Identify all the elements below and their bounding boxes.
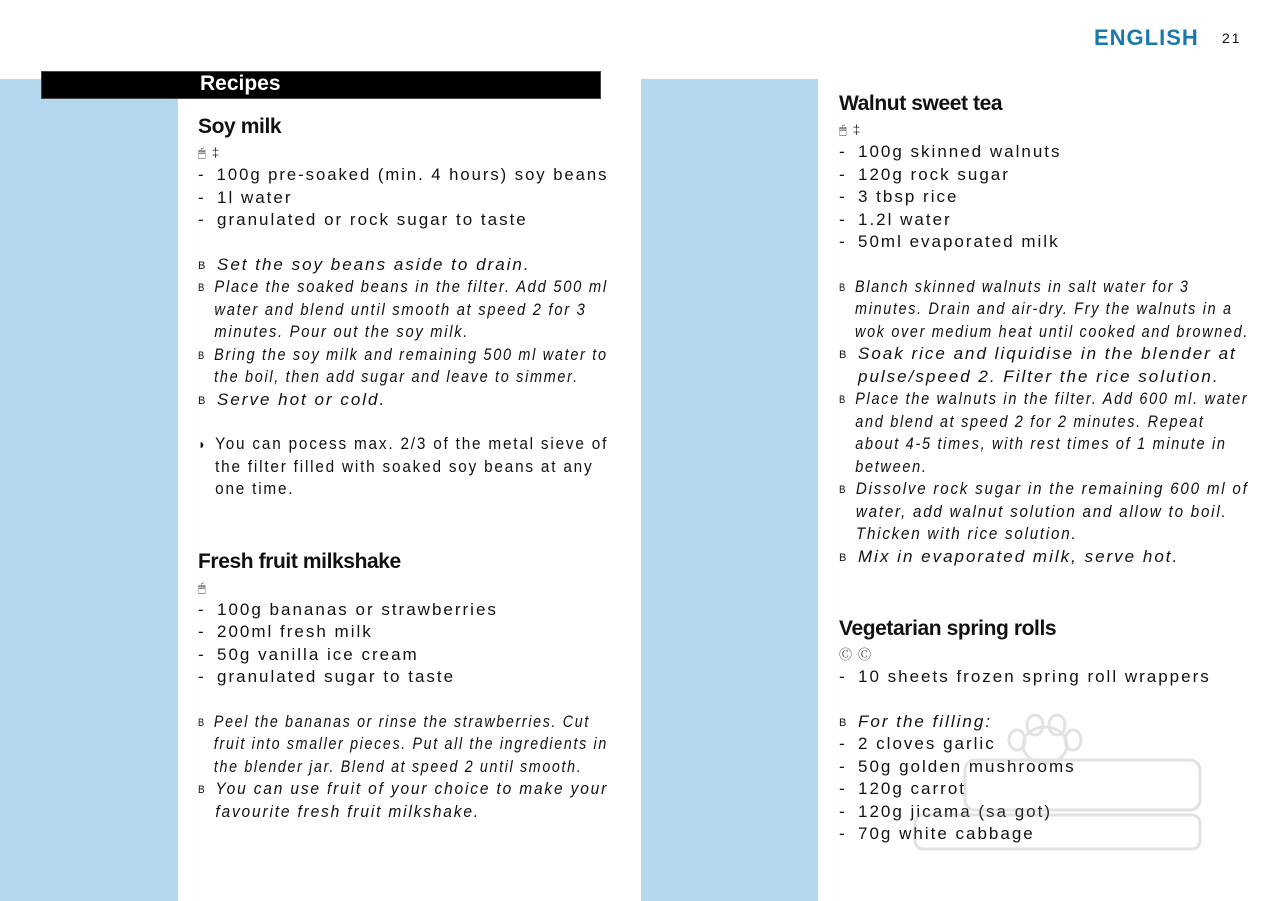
filter-icon: ‡ [852, 122, 867, 137]
ingredient-item: - 100g skinned walnuts [839, 141, 1249, 164]
tip-note: ◗ You can pocess max. 2/3 of the metal sieve of the filter filled with soaked soy beans at any one time. [198, 434, 609, 498]
step-bullet-icon: B [198, 784, 205, 796]
language-label: ENGLISH [1094, 25, 1199, 50]
ingredient-list [839, 666, 1249, 689]
ingredient-item: - 1.2l water [839, 209, 1249, 232]
step-bullet-icon: B [839, 716, 847, 729]
tip-arrow-icon: ◗ [198, 436, 206, 452]
step-bullet-icon: B [198, 349, 205, 362]
filling-label: B For the filling: [839, 711, 1249, 734]
blender-icon: 🖱 [198, 145, 212, 160]
step-bullet-icon: B [198, 716, 205, 729]
ingredient-list [839, 141, 1249, 254]
step-bullet-icon: B [839, 349, 847, 361]
blender-icon: 🖱 [198, 579, 212, 595]
ingredient-item: - 120g carrot [839, 778, 1249, 801]
step-item: B Place the soaked beans in the filter. Add 500 ml water and blend until smooth at speed 2 for 3 minutes. Pour out the soy milk. [198, 277, 608, 341]
step-bullet-icon: B [198, 259, 206, 272]
appliance-icons [198, 142, 608, 164]
ingredient-list [198, 164, 608, 232]
step-list [839, 276, 1249, 569]
step-bullet-icon: B [198, 394, 206, 407]
recipe-fresh-fruit-milkshake [198, 547, 608, 824]
step-bullet-icon: B [839, 484, 846, 496]
step-bullet-icon: B [198, 282, 205, 294]
left-blue-band [0, 79, 178, 901]
step-item: B Soak rice and liquidise in the blender at pulse/speed 2. Filter the rice solution. [839, 344, 1237, 386]
section-bar [41, 71, 601, 99]
step-bullet-icon: B [839, 394, 846, 406]
step-item: B Peel the bananas or rinse the strawberries. Cut fruit into smaller pieces. Put all the ingredients in the blender jar. Blend at speed 2 until smooth. [198, 711, 608, 776]
ingredient-item: - 2 cloves garlic [839, 733, 1249, 756]
ingredient-item: - 50ml evaporated milk [839, 231, 1249, 254]
chopper-icon: Ⓒ [839, 647, 859, 662]
blender-icon: 🖱 [839, 122, 853, 137]
appliance-icons [198, 577, 608, 599]
step-bullet-icon: B [839, 551, 847, 564]
ingredient-item: - granulated sugar to taste [198, 666, 608, 689]
ingredient-item: - 1l water [198, 187, 608, 210]
ingredient-item: - 120g jicama (sa got) [839, 801, 1249, 824]
step-list [198, 254, 608, 412]
step-item: B Bring the soy milk and remaining 500 ml water to the boil, then add sugar and leave to simmer. [198, 344, 608, 386]
right-column [839, 89, 1249, 846]
step-item: B Place the walnuts in the filter. Add 600 ml. water and blend at speed 2 for 2 minutes. Repeat about 4-5 times, with rest times of 1 minute in between. [839, 389, 1249, 476]
step-item: B Serve hot or cold. [198, 389, 608, 412]
right-blue-band [641, 79, 818, 901]
recipe-vegetarian-spring-rolls [839, 614, 1249, 846]
section-title: Recipes [200, 72, 281, 95]
recipe-walnut-sweet-tea [839, 89, 1249, 568]
ingredient-list [198, 599, 608, 689]
ingredient-item: - 120g rock sugar [839, 164, 1249, 187]
filling-list [839, 733, 1249, 846]
step-item: B Dissolve rock sugar in the remaining 600 ml of water, add walnut solution and allow to boil. Thicken with rice solution. [839, 479, 1249, 543]
ingredient-item: - 100g bananas or strawberries [198, 599, 608, 622]
ingredient-item: - 10 sheets frozen spring roll wrappers [839, 666, 1249, 689]
step-item: B You can use fruit of your choice to make your favourite fresh fruit milkshake. [198, 779, 609, 821]
ingredient-item: - 70g white cabbage [839, 823, 1249, 846]
recipe-title: Vegetarian spring rolls [839, 617, 1057, 640]
page-number: 21 [1222, 30, 1242, 46]
recipe-title: Soy milk [198, 115, 282, 138]
ingredient-item: - 3 tbsp rice [839, 186, 1249, 209]
step-bullet-icon: B [839, 281, 846, 294]
appliance-icons [839, 119, 1249, 141]
recipe-title: Fresh fruit milkshake [198, 549, 401, 573]
step-list [198, 711, 608, 824]
ingredient-item: - granulated or rock sugar to taste [198, 209, 608, 232]
step-item: B Set the soy beans aside to drain. [198, 254, 608, 277]
step-item: B Mix in evaporated milk, serve hot. [839, 546, 1249, 569]
ingredient-item: - 100g pre-soaked (min. 4 hours) soy beans [198, 164, 600, 187]
ingredient-item: - 50g golden mushrooms [839, 756, 1249, 779]
left-column [198, 112, 608, 823]
step-item: B Blanch skinned walnuts in salt water for 3 minutes. Drain and air-dry. Fry the walnuts in a wok over medium heat until cooked and browned. [839, 276, 1250, 341]
ingredient-item: - 50g vanilla ice cream [198, 644, 608, 667]
recipe-title: Walnut sweet tea [839, 92, 1003, 115]
ingredient-item: - 200ml fresh milk [198, 621, 608, 644]
chopper-icon: Ⓒ [858, 647, 878, 662]
filter-icon: ‡ [211, 145, 226, 160]
appliance-icons [839, 644, 1249, 666]
recipe-soy-milk [198, 112, 608, 501]
